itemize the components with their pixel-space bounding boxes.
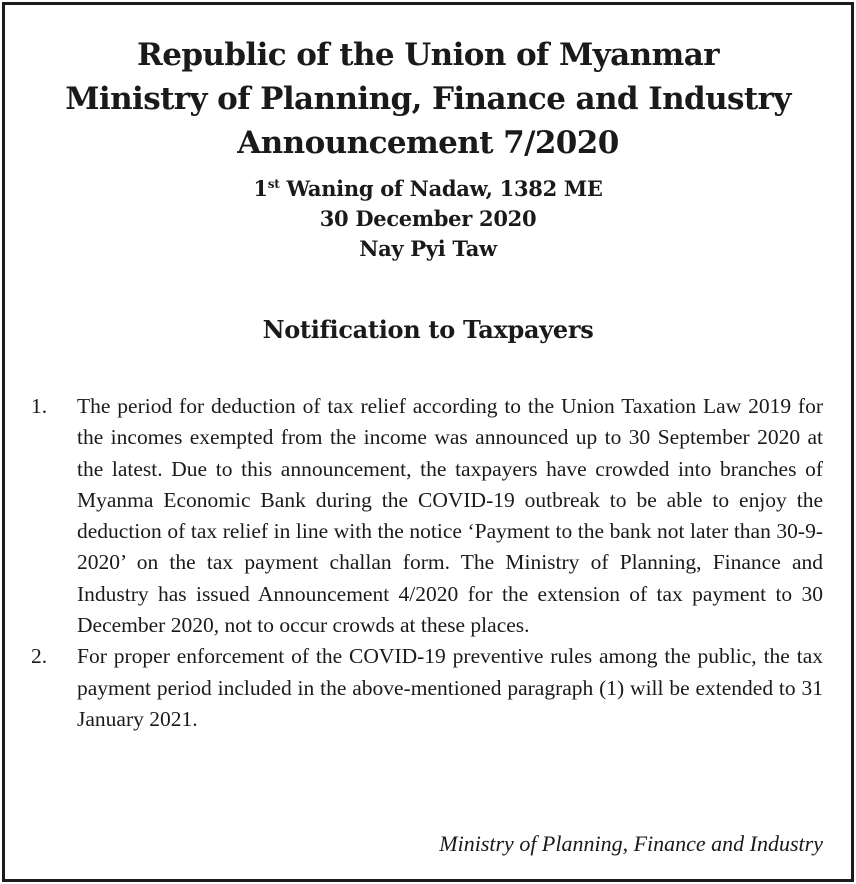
item-number: 2. bbox=[31, 644, 48, 669]
country-title: Republic of the Union of Myanmar bbox=[137, 37, 719, 73]
gregorian-date: 30 December 2020 bbox=[319, 206, 537, 231]
ministry-title: Ministry of Planning, Finance and Industry bbox=[65, 81, 791, 117]
myanmar-date bbox=[5, 174, 851, 204]
notification-items bbox=[31, 391, 823, 735]
announcement-number: Announcement 7/2020 bbox=[237, 125, 619, 161]
item-text: For proper enforcement of the COVID-19 preventive rules among the public, the tax payment period included in the above-mentioned paragraph (1) will be extended to 31 January 2021. bbox=[77, 644, 823, 731]
signature: Ministry of Planning, Finance and Industry bbox=[439, 831, 823, 856]
announcement-frame bbox=[2, 2, 854, 882]
list-item bbox=[31, 391, 823, 641]
myanmar-date-ordinal: 1 bbox=[253, 176, 268, 201]
list-item bbox=[31, 641, 823, 735]
myanmar-date-text: Waning of Nadaw, 1382 ME bbox=[286, 176, 603, 201]
myanmar-date-ordinal-suffix: st bbox=[267, 177, 280, 191]
notification-heading: Notification to Taxpayers bbox=[262, 315, 594, 344]
item-text: The period for deduction of tax relief according to the Union Taxation Law 2019 for the incomes exempted from the income was announced up to 30 September 2020 at the latest. Due to this announcement, the taxpayers have crowded into branches of Myanma Economic Bank during the COVID-19 outbreak to be able to enjoy the deduction of tax relief in line with the notice ‘Payment to the bank not later than 30-9-2020’ on the tax payment challan form. The Ministry of Planning, Finance and Industry has issued Announcement 4/2020 for the extension of tax payment to 30 December 2020, not to occur crowds at these places. bbox=[77, 394, 823, 638]
item-number: 1. bbox=[31, 394, 48, 418]
date-place-block bbox=[5, 174, 851, 264]
announcement-header bbox=[5, 33, 851, 264]
place: Nay Pyi Taw bbox=[359, 236, 497, 261]
